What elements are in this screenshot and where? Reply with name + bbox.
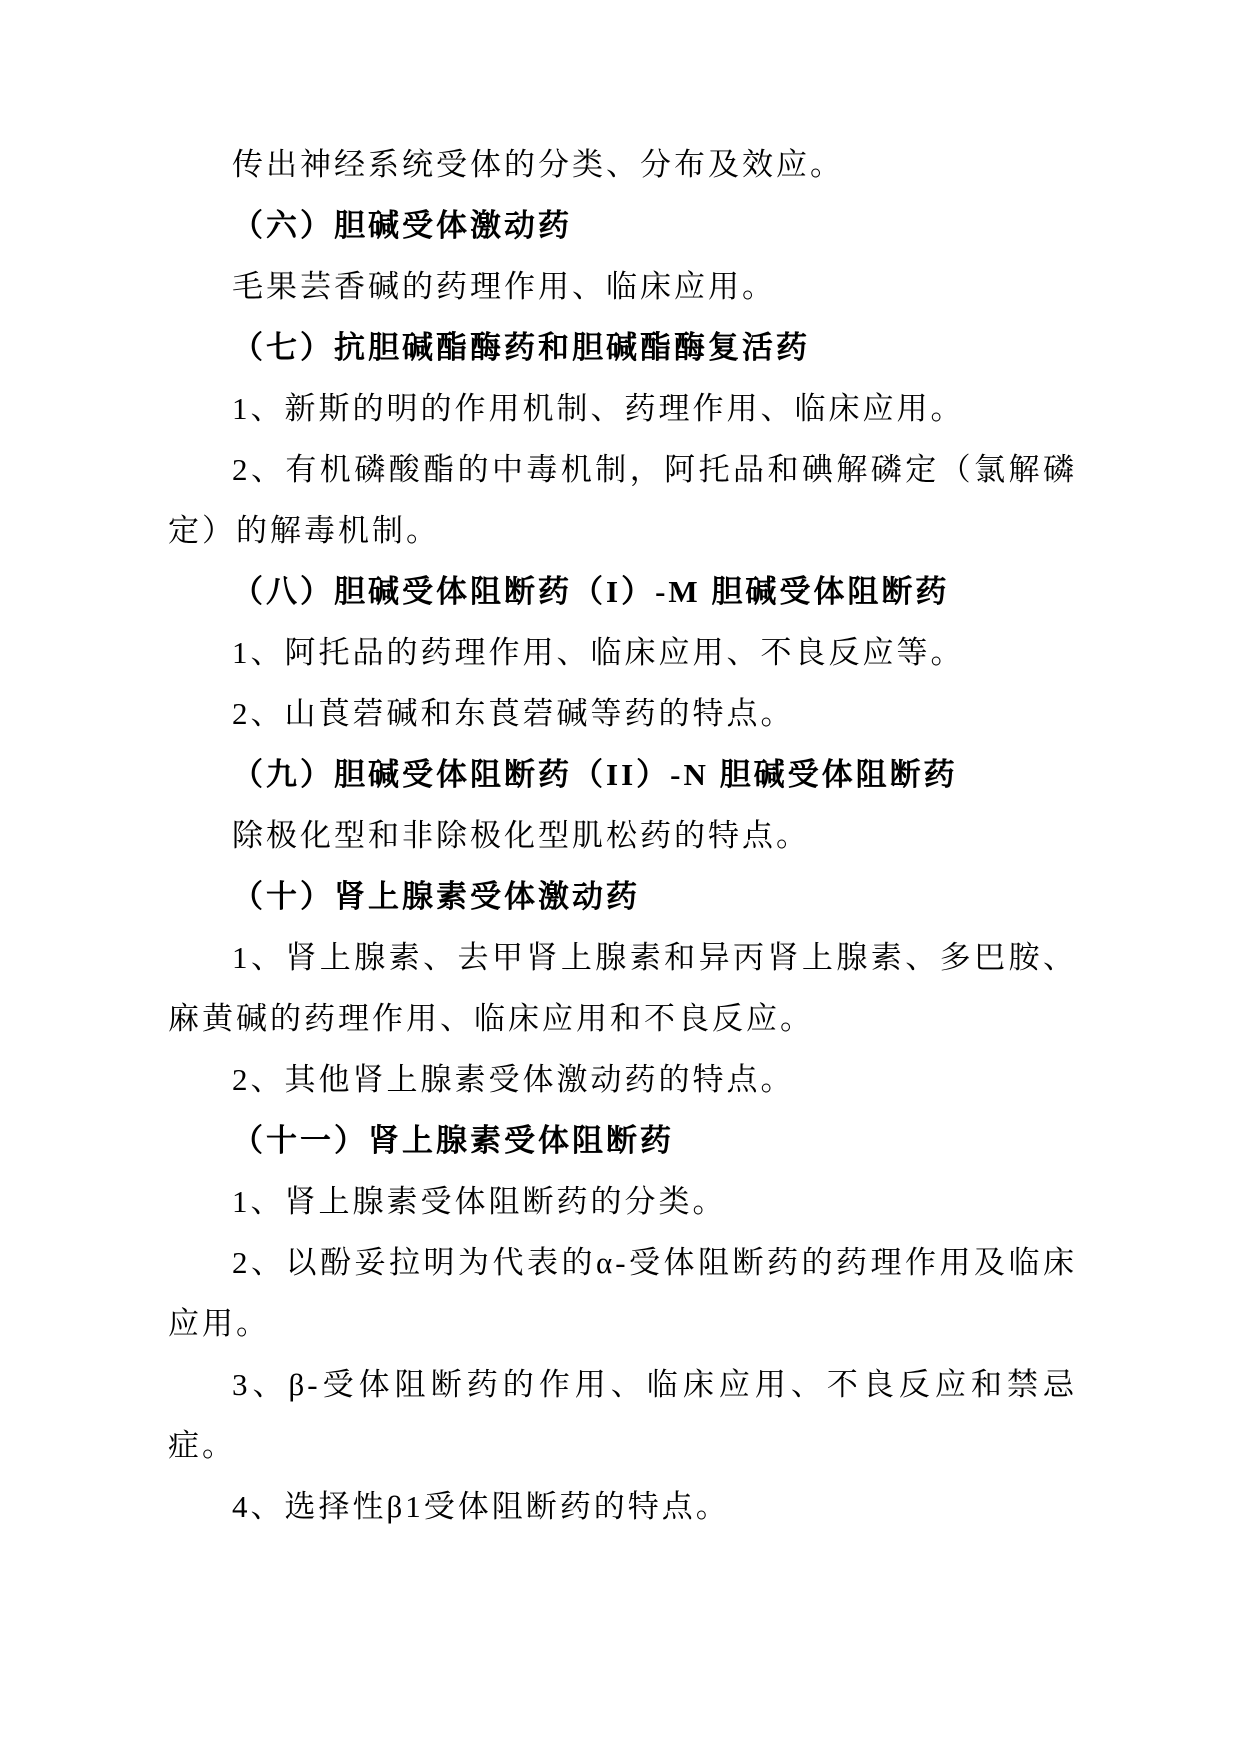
body-paragraph: 2、有机磷酸酯的中毒机制，阿托品和碘解磷定（氯解磷定）的解毒机制。	[168, 452, 1077, 548]
body-paragraph: 2、以酚妥拉明为代表的α-受体阻断药的药理作用及临床应用。	[168, 1245, 1077, 1341]
body-paragraph: 1、肾上腺素受体阻断药的分类。	[232, 1184, 727, 1219]
body-paragraph: 除极化型和非除极化型肌松药的特点。	[232, 818, 810, 853]
section-heading: （九）胆碱受体阻断药（II）-N 胆碱受体阻断药	[232, 757, 958, 792]
body-paragraph: 2、其他肾上腺素受体激动药的特点。	[232, 1062, 795, 1097]
section-heading: （六）胆碱受体激动药	[232, 208, 572, 243]
section-heading: （十）肾上腺素受体激动药	[232, 879, 640, 914]
body-paragraph: 毛果芸香碱的药理作用、临床应用。	[232, 269, 776, 304]
section-heading: （八）胆碱受体阻断药（I）-M 胆碱受体阻断药	[232, 574, 950, 609]
document-content	[168, 134, 1077, 1537]
body-paragraph: 3、β-受体阻断药的作用、临床应用、不良反应和禁忌症。	[168, 1367, 1077, 1463]
body-paragraph: 1、新斯的明的作用机制、药理作用、临床应用。	[232, 391, 965, 426]
body-paragraph: 2、山莨菪碱和东莨菪碱等药的特点。	[232, 696, 795, 731]
body-paragraph: 传出神经系统受体的分类、分布及效应。	[232, 147, 844, 182]
body-paragraph: 1、肾上腺素、去甲肾上腺素和异丙肾上腺素、多巴胺、麻黄碱的药理作用、临床应用和不良反应。	[168, 940, 1077, 1036]
body-paragraph: 1、阿托品的药理作用、临床应用、不良反应等。	[232, 635, 965, 670]
section-heading: （十一）肾上腺素受体阻断药	[232, 1123, 674, 1158]
section-heading: （七）抗胆碱酯酶药和胆碱酯酶复活药	[232, 330, 810, 365]
body-paragraph: 4、选择性β1受体阻断药的特点。	[232, 1489, 730, 1524]
